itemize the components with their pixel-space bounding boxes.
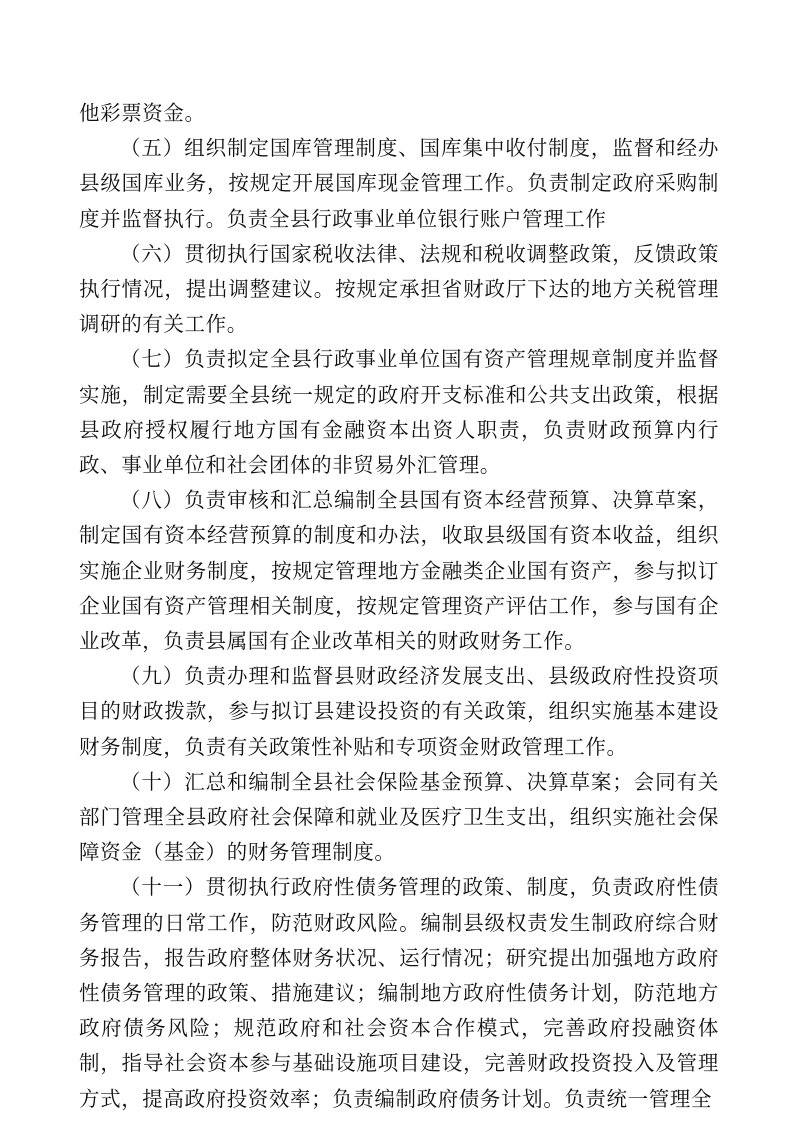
paragraph-item-5: （五）组织制定国库管理制度、国库集中收付制度，监督和经办县级国库业务，按规定开展国库现金管理工作。负责制定政府采购制度并监督执行。负责全县行政事业单位银行账户管理工作 [79, 136, 719, 231]
paragraph-item-10: （十）汇总和编制全县社会保险基金预算、决算草案；会同有关部门管理全县政府社会保障和就业及医疗卫生支出，组织实施社会保障资金（基金）的财务管理制度。 [79, 769, 719, 865]
paragraph-item-8: （八）负责审核和汇总编制全县国有资本经营预算、决算草案，制定国有资本经营预算的制度和办法，收取县级国有资本收益，组织实施企业财务制度，按规定管理地方金融类企业国有资产，参与拟订企业国有资产管理相关制度，按规定管理资产评估工作，参与国有企业改革，负责县属国有企业改革相关的财政财务工作。 [79, 488, 719, 654]
document-body [79, 96, 719, 1117]
paragraph-item-11: （十一）贯彻执行政府性债务管理的政策、制度，负责政府性债务管理的日常工作，防范财政风险。编制县级权责发生制政府综合财务报告，报告政府整体财务状况、运行情况；研究提出加强地方政府性债务管理的政策、措施建议；编制地方政府性债务计划，防范地方政府债务风险；规范政府和社会资本合作模式，完善政府投融资体制，指导社会资本参与基础设施项目建设，完善财政投资投入及管理方式，提高政府投资效率；负责编制政府债务计划。负责统一管理全 [79, 875, 719, 1111]
paragraph-item-7: （七）负责拟定全县行政事业单位国有资产管理规章制度并监督实施，制定需要全县统一规定的政府开支标准和公共支出政策，根据县政府授权履行地方国有金融资本出资人职责，负责财政预算内行政、事业单位和社会团体的非贸易外汇管理。 [79, 347, 719, 478]
paragraph-continuation: 他彩票资金。 [79, 101, 206, 125]
paragraph-item-9: （九）负责办理和监督县财政经济发展支出、县级政府性投资项目的财政拨款，参与拟订县建设投资的有关政策，组织实施基本建设财务制度，负责有关政策性补贴和专项资金财政管理工作。 [79, 664, 719, 759]
paragraph-item-6: （六）贯彻执行国家税收法律、法规和税收调整政策，反馈政策执行情况，提出调整建议。按规定承担省财政厅下达的地方关税管理调研的有关工作。 [79, 241, 719, 337]
